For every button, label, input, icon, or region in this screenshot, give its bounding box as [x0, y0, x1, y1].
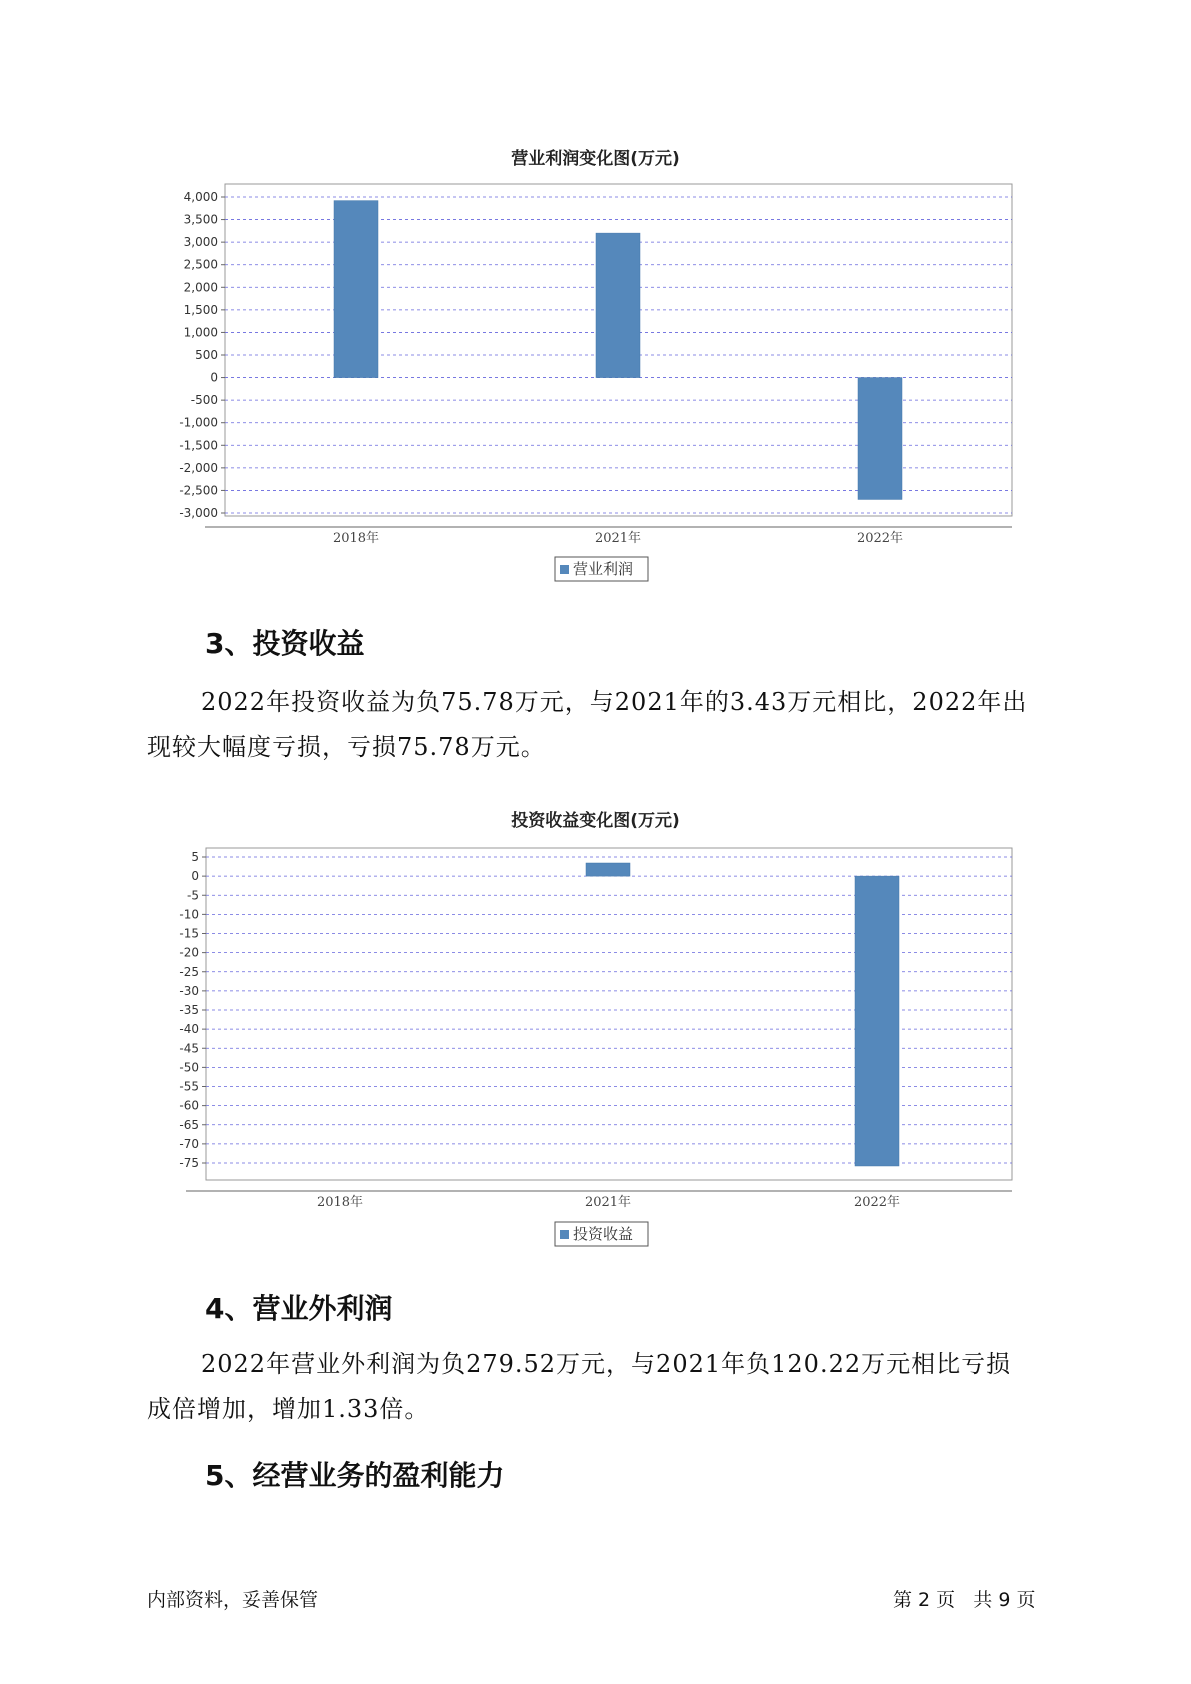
y-tick-label: -35 — [179, 1003, 199, 1017]
y-tick-label: -20 — [179, 945, 199, 960]
y-tick-label: 2,500 — [183, 257, 218, 272]
y-tick-label: -55 — [179, 1079, 199, 1094]
y-tick-label: 500 — [195, 348, 218, 362]
x-tick-label: 2021年 — [584, 1195, 632, 1210]
legend-swatch — [560, 1230, 569, 1239]
paragraph-line: 2022年投资收益为负75.78万元，与2021年的3.43万元相比，2022年出 — [201, 688, 1028, 716]
y-tick-label: -40 — [179, 1022, 199, 1037]
bar — [855, 876, 899, 1166]
paragraph-line: 现较大幅度亏损，亏损75.78万元。 — [147, 733, 546, 761]
y-tick-label: -45 — [179, 1041, 199, 1056]
y-tick-label: -15 — [179, 926, 199, 941]
footer-confidential-note: 内部资料，妥善保管 — [147, 1589, 319, 1611]
y-tick-label: 1,500 — [183, 302, 218, 317]
y-tick-label: -500 — [190, 393, 218, 408]
chart-title-investment-income: 投资收益变化图(万元) — [511, 811, 680, 831]
y-tick-label: -2,500 — [179, 483, 218, 498]
y-tick-label: -10 — [179, 907, 199, 922]
y-tick-label: 3,500 — [183, 212, 218, 227]
paragraph-line: 成倍增加，增加1.33倍。 — [147, 1395, 430, 1423]
y-tick-label: 5 — [191, 850, 199, 864]
paragraph-non-operating-profit — [147, 1342, 1067, 1432]
x-tick-label: 2022年 — [856, 531, 904, 546]
y-tick-label: -65 — [179, 1117, 199, 1132]
section-heading-non-operating-profit: 4、营业外利润 — [205, 1292, 393, 1325]
y-tick-label: 2,000 — [183, 280, 218, 295]
y-tick-label: -75 — [179, 1156, 199, 1170]
y-tick-label: -30 — [179, 983, 199, 998]
section-heading-profitability: 5、经营业务的盈利能力 — [205, 1459, 505, 1492]
bar — [586, 863, 630, 876]
y-tick-label: -3,000 — [179, 506, 218, 520]
legend-label: 营业利润 — [573, 560, 634, 578]
x-tick-label: 2021年 — [594, 531, 642, 546]
x-tick-label: 2018年 — [316, 1195, 364, 1210]
x-tick-label: 2022年 — [853, 1195, 901, 1210]
y-tick-label: -5 — [187, 888, 199, 903]
y-tick-label: 0 — [210, 370, 218, 385]
y-tick-label: -60 — [179, 1098, 199, 1113]
y-tick-label: -50 — [179, 1060, 199, 1075]
chart-title-operating-profit: 营业利润变化图(万元) — [511, 149, 680, 169]
y-tick-label: -2,000 — [179, 460, 218, 475]
y-tick-label: 3,000 — [183, 235, 218, 250]
x-tick-label: 2018年 — [332, 531, 380, 546]
y-tick-label: 0 — [191, 869, 199, 884]
y-tick-label: -1,500 — [179, 438, 218, 453]
y-tick-label: -1,000 — [179, 415, 218, 430]
paragraph-line: 2022年营业外利润为负279.52万元，与2021年负120.22万元相比亏损 — [201, 1350, 1012, 1378]
y-tick-label: -70 — [179, 1136, 199, 1151]
legend-label: 投资收益 — [573, 1225, 634, 1243]
y-tick-label: -25 — [179, 964, 199, 979]
y-tick-label: 4,000 — [183, 190, 218, 204]
section-heading-investment-income: 3、投资收益 — [205, 627, 365, 660]
y-tick-label: 1,000 — [183, 325, 218, 340]
footer-page-number: 第 2 页 共 9 页 — [893, 1589, 1036, 1611]
